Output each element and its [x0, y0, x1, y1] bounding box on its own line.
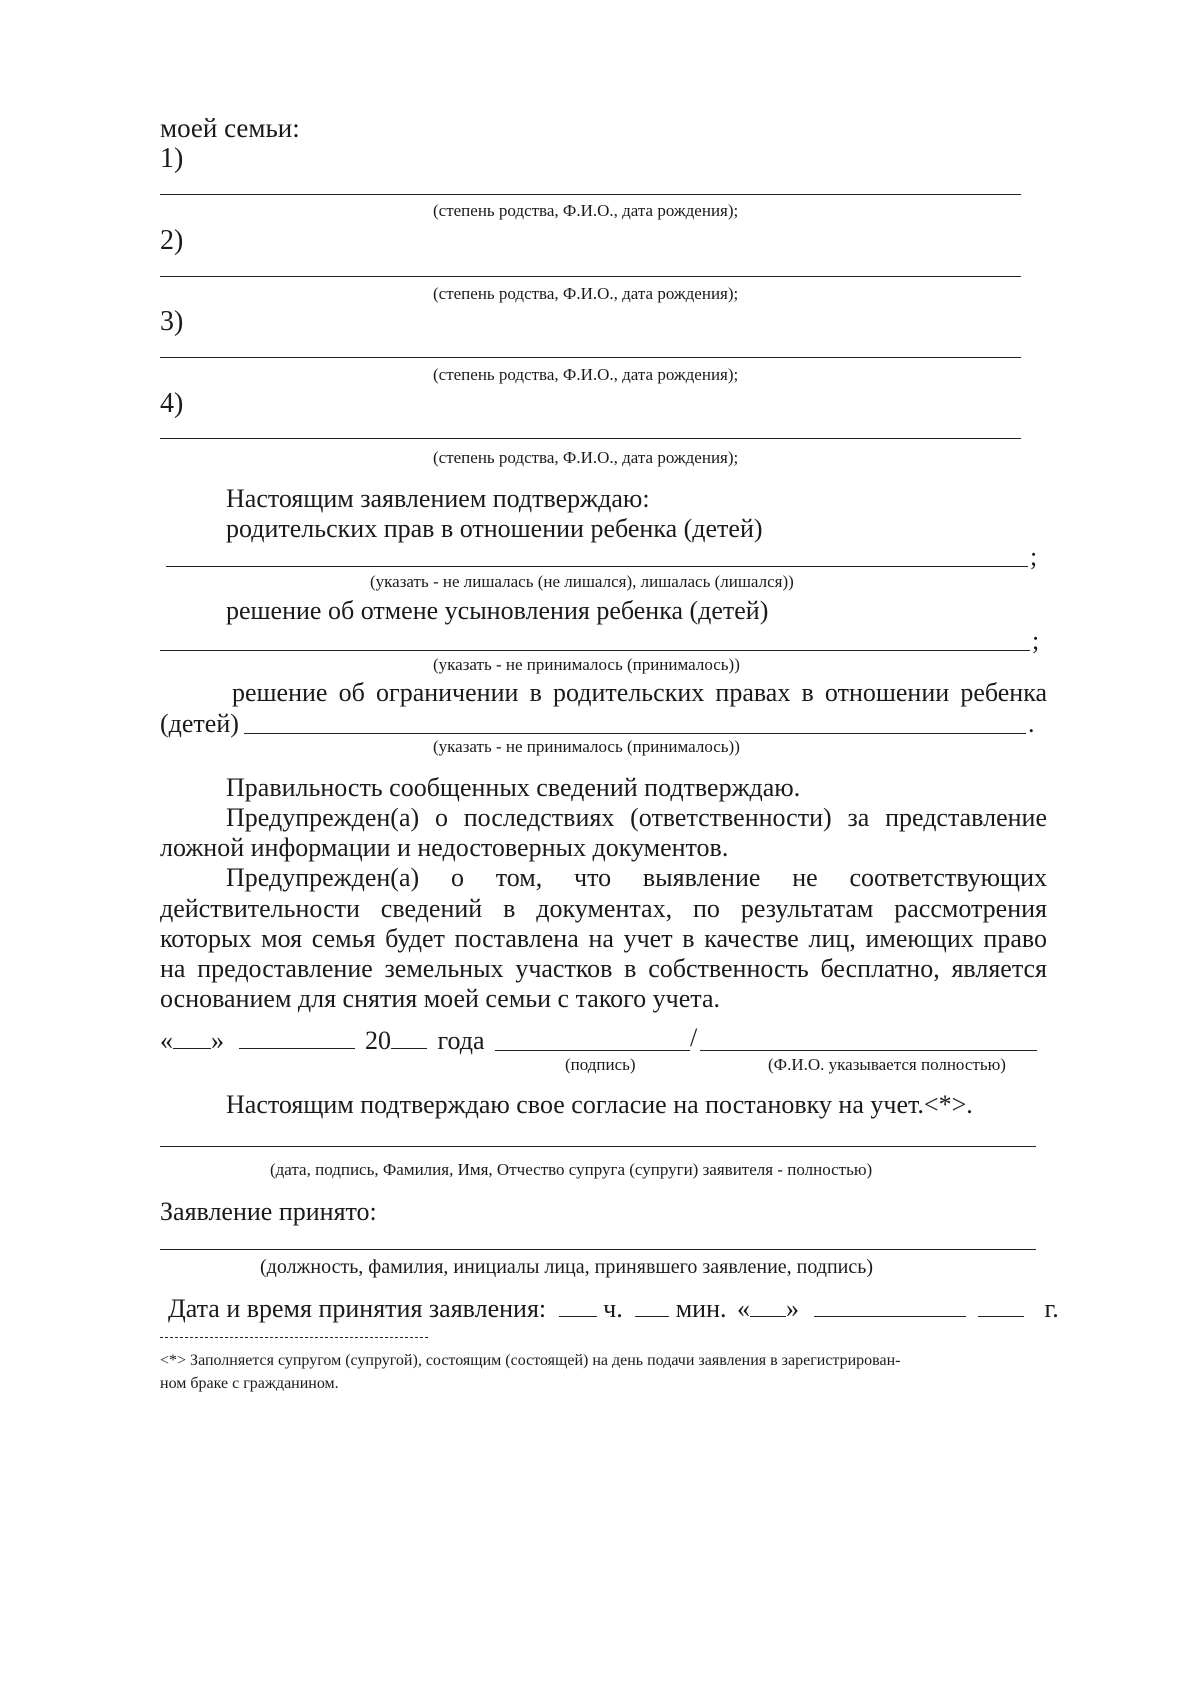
accept-month-field [814, 1294, 966, 1317]
warning-2-line-4: на предоставление земельных участков в собственность бесплатно, является [160, 954, 1047, 983]
full-name-line [700, 1050, 1037, 1051]
accept-year-field [978, 1294, 1024, 1317]
signature-date-row [160, 1026, 485, 1056]
rights-caption: (указать - не лишалась (не лишался), лишалась (лишался)) [370, 572, 794, 591]
year-word: года [437, 1026, 485, 1055]
family-heading: моей семьи: [160, 113, 300, 143]
accept-day-field [750, 1294, 786, 1317]
member-1-caption: (степень родства, Ф.И.О., дата рождения); [433, 201, 739, 220]
adoption-line: решение об отмене усыновления ребенка (детей) [226, 596, 769, 625]
consent-statement: Настоящим подтверждаю свое согласие на постановку на учет.<*>. [226, 1090, 973, 1119]
minutes-field [635, 1294, 669, 1317]
footnote-separator [160, 1337, 428, 1338]
confirm-intro: Настоящим заявлением подтверждаю: [226, 484, 650, 513]
rights-semicolon: ; [1030, 542, 1038, 571]
footnote-line-1: <*> Заполняется супругом (супругой), состоящим (состоящей) на день подачи заявления в зарегистрирован- [160, 1352, 901, 1369]
member-2-number: 2) [160, 225, 184, 256]
day-field [173, 1026, 211, 1049]
adoption-semicolon: ; [1032, 626, 1040, 655]
accepted-line [160, 1249, 1036, 1250]
member-3-line [160, 357, 1021, 358]
restriction-line: решение об ограничении в родительских правах в отношении ребенка [232, 678, 1047, 707]
member-4-line [160, 438, 1021, 439]
datetime-label: Дата и время принятия заявления: [168, 1294, 547, 1323]
year-suffix: г. [1044, 1294, 1059, 1323]
consent-line [160, 1146, 1036, 1147]
member-4-number: 4) [160, 388, 184, 419]
full-name-caption: (Ф.И.О. указывается полностью) [768, 1055, 1006, 1074]
accept-open-quote: « [737, 1294, 750, 1323]
rights-line: родительских прав в отношении ребенка (детей) [226, 514, 763, 543]
date-close-quote: » [211, 1026, 224, 1055]
warning-2-line-5: основанием для снятия моей семьи с такого учета. [160, 984, 720, 1013]
signature-slash: / [690, 1023, 698, 1052]
member-3-caption: (степень родства, Ф.И.О., дата рождения); [433, 365, 739, 384]
year-field [391, 1026, 427, 1049]
minutes-unit: мин. [675, 1294, 727, 1323]
accepted-caption: (должность, фамилия, инициалы лица, принявшего заявление, подпись) [260, 1256, 874, 1278]
rights-answer-line [166, 566, 1028, 567]
member-2-caption: (степень родства, Ф.И.О., дата рождения); [433, 284, 739, 303]
accept-close-quote: » [786, 1294, 799, 1323]
warning-2-line-3: которых моя семья будет поставлена на учет в качестве лиц, имеющих право [160, 924, 1047, 953]
restriction-caption: (указать - не принималось (принималось)) [433, 737, 740, 756]
date-open-quote: « [160, 1026, 173, 1055]
year-prefix: 20 [365, 1026, 391, 1055]
warning-2-line-2: действительности сведений в документах, по результатам рассмотрения [160, 894, 1047, 923]
signature-line [495, 1050, 690, 1051]
hours-field [559, 1294, 597, 1317]
accepted-label: Заявление принято: [160, 1197, 377, 1226]
member-2-line [160, 276, 1021, 277]
signature-caption: (подпись) [565, 1055, 636, 1074]
warning-1-line-2: ложной информации и недостоверных документов. [160, 833, 729, 862]
adoption-caption: (указать - не принималось (принималось)) [433, 655, 740, 674]
restriction-answer-line [244, 733, 1026, 734]
hours-unit: ч. [603, 1294, 623, 1323]
member-1-number: 1) [160, 143, 184, 174]
accuracy-statement: Правильность сообщенных сведений подтверждаю. [226, 773, 801, 802]
consent-caption: (дата, подпись, Фамилия, Имя, Отчество супруга (супруги) заявителя - полностью) [270, 1160, 873, 1179]
acceptance-datetime-row [168, 1294, 1059, 1324]
member-4-caption: (степень родства, Ф.И.О., дата рождения); [433, 448, 739, 467]
member-1-line [160, 194, 1021, 195]
member-3-number: 3) [160, 306, 184, 337]
adoption-answer-line [160, 650, 1030, 651]
warning-2-line-1: Предупрежден(а) о том, что выявление не соответствующих [226, 863, 1047, 892]
footnote-line-2: ном браке с гражданином. [160, 1375, 339, 1392]
warning-1-line-1: Предупрежден(а) о последствиях (ответственности) за представление [226, 803, 1047, 832]
month-field [239, 1026, 355, 1049]
restriction-period: . [1028, 709, 1035, 738]
restriction-continuation: (детей) [160, 709, 239, 738]
